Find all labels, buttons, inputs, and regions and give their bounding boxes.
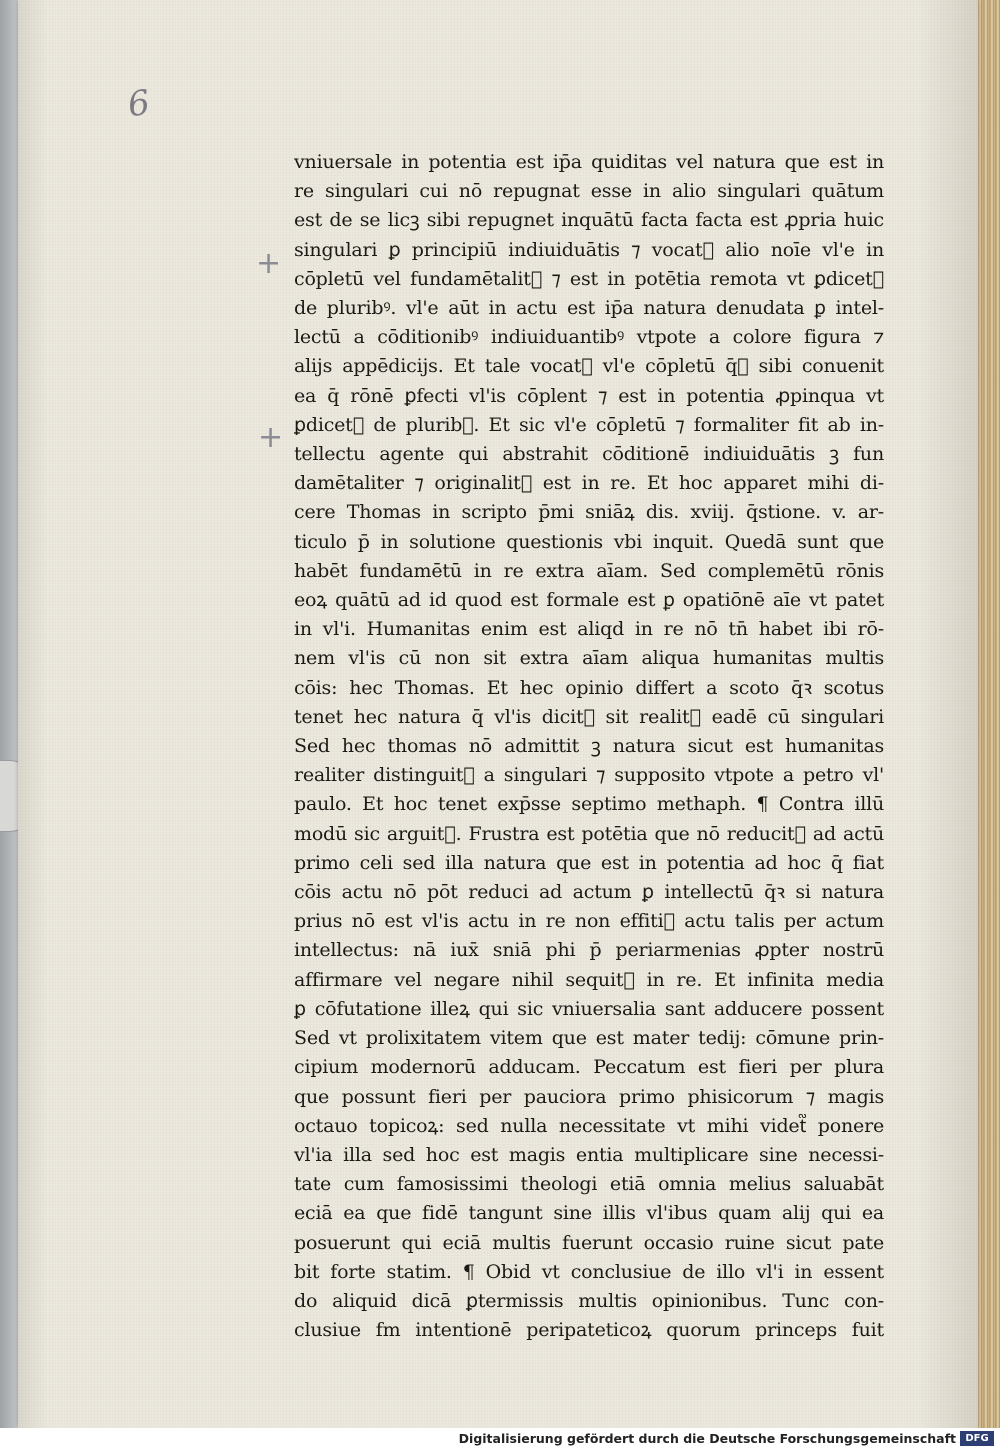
blackletter-text-block [294, 148, 884, 1345]
text-line: re singulari cui nō repugnat esse in alio singulari quātum [294, 180, 884, 203]
text-line: bit forte statim. ¶ Obid vt conclusiue de illo vl'i in essent [294, 1260, 884, 1283]
text-line: ea q̄ rōnē ꝑfecti vl'is cōplent ⁊ est in potentia ꝓpinqua vt [294, 384, 884, 407]
text-line: cere Thomas in scripto p̄mi sniāꝝ dis. xviij. q̄stione. v. ar- [294, 501, 884, 524]
text-line: Sed vt prolixitatem vitem que est mater tedij: cōmune prin- [294, 1027, 884, 1050]
text-line: habēt fundamētū in re extra aīam. Sed complemētū rōnis [294, 559, 884, 582]
margin-cross-mark: + [258, 420, 284, 455]
text-line: nem vl'is cū non sit extra aīam aliqua humanitas multis [294, 647, 884, 670]
text-line: octauo topicoꝝ: sed nulla necessitate vt mihi videt᷑ ponere [294, 1114, 884, 1137]
text-line: eoꝝ quātū ad id quod est formale est ꝑ opatiōnē aīe vt patet [294, 589, 884, 612]
text-line: tellectu agente qui abstrahit cōditionē indiuiduātis ꝫ fun [294, 443, 884, 466]
text-line: cōis: hec Thomas. Et hec opinio differt a scoto q̄ꝛ scotus [294, 676, 884, 699]
text-line: ꝑ cōfutatione illeꝝ qui sic vniuersalia sant adducere possent [294, 997, 884, 1020]
text-line: singulari ꝑ principiū indiuiduātis ⁊ vocat᷑ alio noīe vl'e in [294, 238, 884, 261]
text-line: alijs appēdicijs. Et tale vocat᷑ vl'e cōpletū q̄ꝛ sibi conuenit [294, 355, 884, 378]
text-line: paulo. Et hoc tenet exp̄sse septimo methaph. ¶ Contra illū [294, 793, 884, 816]
text-line: primo celi sed illa natura que est in potentia ad hoc q̄ fiat [294, 851, 884, 874]
text-line: in vl'i. Humanitas enim est aliqd in re nō tn̄ habet ibi rō- [294, 618, 884, 641]
text-line: intellectus: nā iux̄ sniā phi p̄ periarmenias ꝓpter nostrū [294, 939, 884, 962]
margin-cross-mark: + [256, 246, 282, 281]
text-line: prius nō est vl'is actu in re non effiti᷑ actu talis per actum [294, 910, 884, 933]
text-line: tate cum famosissimi theologi etiā omnia melius saluabāt [294, 1173, 884, 1196]
text-line: damētaliter ⁊ originalit᷑ est in re. Et hoc apparet mihi di- [294, 472, 884, 495]
text-line: vniuersale in potentia est ip̄a quiditas vel natura que est in [294, 151, 884, 173]
text-line: affirmare vel negare nihil sequit᷑ in re. Et infinita media [294, 968, 884, 991]
text-line: modū sic arguit᷑. Frustra est potētia que nō reducit᷑ ad actū [294, 822, 884, 845]
text-line: est de se licꝫ sibi repugnet inquātū facta facta est ꝓpria huic [294, 209, 884, 232]
text-line: Sed hec thomas nō admittit ꝫ natura sicut est humanitas [294, 735, 884, 758]
text-line: posuerunt qui eciā multis fuerunt occasio ruine sicut pate [294, 1231, 884, 1254]
text-line: ticulo p̄ in solutione questionis vbi inquit. Quedā sunt que [294, 530, 884, 553]
folio-number: 6 [125, 82, 153, 126]
text-line: ꝑdicet᷑ de pluribꝰ. Et sic vl'e cōpletū ⁊ formaliter fit ab in- [294, 413, 884, 436]
text-line: cōpletū vel fundamētalit᷑ ⁊ est in potētia remota vt ꝑdicet᷑ [294, 267, 884, 290]
text-line: eciā ea que fidē tangunt sine illis vl'ibus quam alij qui ea [294, 1202, 884, 1225]
text-line: que possunt fieri per pauciora primo phisicorum ⁊ magis [294, 1085, 884, 1108]
dfg-logo: DFG [960, 1431, 994, 1446]
text-line: clusiue fm intentionē peripateticoꝝ quorum princeps fuit [294, 1319, 884, 1342]
text-line: cipium modernorū adducam. Peccatum est fieri per plura [294, 1056, 884, 1079]
funding-credit: Digitalisierung gefördert durch die Deutsche Forschungsgemeinschaft [458, 1431, 956, 1446]
digitization-footer [0, 1428, 1000, 1450]
text-line: realiter distinguit᷑ a singulari ⁊ supposito vtpote a petro vl' [294, 764, 884, 787]
text-line: vl'ia illa sed hoc est magis entia multiplicare sine necessi- [294, 1143, 884, 1166]
text-line: lectū a cōditionibꝰ indiuiduantibꝰ vtpote a colore figura ⁊ [294, 326, 884, 349]
text-line: do aliquid dicā ꝑtermissis multis opinionibus. Tunc con- [294, 1289, 884, 1312]
text-line: cōis actu nō pōt reduci ad actum ꝑ intellectū q̄ꝛ si natura [294, 881, 884, 904]
text-line: de pluribꝰ. vl'e aūt in actu est ip̄a natura denudata ꝑ intel- [294, 297, 884, 320]
text-line: tenet hec natura q̄ vl'is dicit᷑ sit realit᷑ eadē cū singulari [294, 705, 884, 728]
